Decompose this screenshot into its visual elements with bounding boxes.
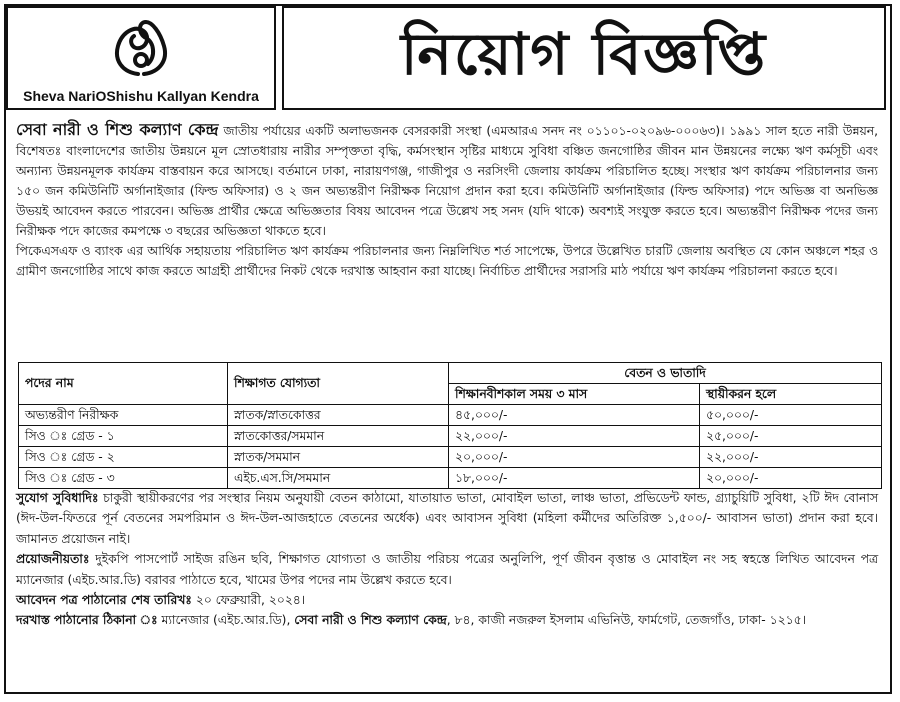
probation-salary-cell: ১৮,০০০/- <box>449 468 700 489</box>
org-name-english: Sheva NariOShishu Kallyan Kendra <box>23 88 259 104</box>
qualification-cell: এইচ.এস.সি/সমমান <box>228 468 449 489</box>
probation-salary-cell: ২০,০০০/- <box>449 447 700 468</box>
org-name-bangla: সেবা নারী ও শিশু কল্যাণ কেন্দ্র <box>16 120 219 139</box>
address-text: ম্যানেজার (এইচ.আর.ডি), <box>157 613 295 628</box>
intro-paragraph-1 <box>16 120 878 241</box>
address-rest: , ৮৪, কাজী নজরুল ইসলাম এভিনিউ, ফার্মগেট, তেজগাঁও, ঢাকা- ১২১৫। <box>446 613 806 628</box>
org-logo-box <box>6 6 276 110</box>
table-row <box>19 447 882 468</box>
deadline-label: আবেদন পত্র পাঠানোর শেষ তারিখঃ <box>16 593 192 608</box>
post-cell: অভ্যন্তরীণ নিরীক্ষক <box>19 405 228 426</box>
intro-text-1: জাতীয় পর্যায়ের একটি অলাভজনক বেসরকারী সংস্থা (এমআরএ সনদ নং ০১১০১-০২০৯৬-০০০৬৩)। ১৯৯১ সাল হতে নারী উন্নয়ন, বিশেষতঃ বাংলাদেশের জাতীয় উন্নয়নে মূল স্রোতধারায় নারীর সম্পৃক্ততা বৃদ্ধি, কর্মসংস্থান সৃষ্টির মাধ্যমে সুবিধা বঞ্চিত জনগোষ্ঠির জীবন মান উন্নয়নের লক্ষ্যে ঋণ কর্মসূচী এবং অন্যান্য উন্নয়নমূলক কার্যক্রম বাস্তবায়ন করে আসছে। বর্তমানে ঢাকা, নারায়ণগঞ্জ, গাজীপুর ও নরসিংদী জেলায় কার্যক্রম পরিচালিত হচ্ছে। সংস্থার ঋণ কার্যক্রম পরিচালনার জন্য ১৫০ জন কমিউনিটি অর্গানাইজার (ফিল্ড অফিসার) ও ২ জন অভ্যন্তরীণ নিরীক্ষক নিয়োগ প্রদান করা হবে। কমিউনিটি অর্গানাইজার (ফিল্ড অফিসার) পদে অভিজ্ঞ বা অনভিজ্ঞ উভয়ই আবেদন করতে পারবেন। অভিজ্ঞ প্রার্থীর ক্ষেত্রে অভিজ্ঞতার বিষয় আবেদন পত্রে উল্লেখ সহ সনদ (যদি থাকে) অবশ্যই সংযুক্ত করতে হবে। অভ্যন্তরীণ নিরীক্ষক পদের জন্য নিরীক্ষক পদে কাজের কমপক্ষে ৩ বছরের অভিজ্ঞতা থাকতে হবে। <box>16 124 878 238</box>
details-section <box>16 488 878 631</box>
qualification-cell: স্নাতকোত্তর/সমমান <box>228 426 449 447</box>
permanent-salary-cell: ২০,০০০/- <box>700 468 882 489</box>
col-post-header: পদের নাম <box>19 363 228 405</box>
post-cell: সিও ঃ গ্রেড - ১ <box>19 426 228 447</box>
probation-salary-cell: ২২,০০০/- <box>449 426 700 447</box>
intro-section <box>16 120 878 281</box>
requirements-label: প্রয়োজনীয়তাঃ <box>16 552 90 567</box>
post-cell: সিও ঃ গ্রেড - ২ <box>19 447 228 468</box>
organization-logo-icon <box>108 16 174 80</box>
permanent-salary-cell: ৫০,০০০/- <box>700 405 882 426</box>
requirements-paragraph <box>16 549 878 590</box>
qualification-cell: স্নাতক/সমমান <box>228 447 449 468</box>
permanent-salary-cell: ২৫,০০০/- <box>700 426 882 447</box>
benefits-label: সুযোগ সুবিধাদিঃ <box>16 491 99 505</box>
deadline-text: ২০ ফেব্রুয়ারী, ২০২৪। <box>191 593 306 608</box>
table-row <box>19 426 882 447</box>
table-header-row <box>19 363 882 384</box>
permanent-salary-cell: ২২,০০০/- <box>700 447 882 468</box>
qualification-cell: স্নাতক/স্নাতকোত্তর <box>228 405 449 426</box>
probation-salary-cell: ৪৫,০০০/- <box>449 405 700 426</box>
col-salary-header: বেতন ও ভাতাদি <box>449 363 882 384</box>
requirements-text: দুইকপি পাসপোর্ট সাইজ রঙিন ছবি, শিক্ষাগত যোগ্যতা ও জাতীয় পরিচয় পত্রের অনুলিপি, পূর্ণ জীবন বৃত্তান্ত ও মোবাইল নং সহ স্বহস্তে লিখিত আবেদন পত্র ম্যানেজার (এইচ.আর.ডি) বরাবর পাঠাতে হবে, খামের উপর পদের নাম উল্লেখ করতে হবে। <box>16 552 878 587</box>
benefits-paragraph <box>16 488 878 549</box>
deadline-paragraph <box>16 590 878 610</box>
job-table <box>18 362 882 489</box>
col-qualification-header: শিক্ষাগত যোগ্যতা <box>228 363 449 405</box>
page-title: নিয়োগ বিজ্ঞপ্তি <box>282 6 886 110</box>
post-cell: সিও ঃ গ্রেড - ৩ <box>19 468 228 489</box>
table-row <box>19 405 882 426</box>
col-permanent-header: স্থায়ীকরন হলে <box>700 384 882 405</box>
benefits-text: চাকুরী স্থায়ীকরণের পর সংস্থার নিয়ম অনুযায়ী বেতন কাঠামো, যাতায়াত ভাতা, মোবাইল ভাতা, লাঞ্চ ভাতা, প্রভিডেন্ট ফান্ড, গ্র্যাচুয়িটি সুবিধা, ২টি ঈদ বোনাস (ঈদ-উল-ফিতরে পূর্ন বেতনের সমপরিমান ও ঈদ-উল-আজহাতে বেতনের অর্ধেক) এবং আবাসন সুবিধা (মহিলা কর্মীদের অতিরিক্ত ১,৫০০/- আবাসন ভাতা) প্রদান করা হবে। জামানত প্রয়োজন নাই। <box>16 491 878 546</box>
intro-paragraph-2: পিকেএসএফ ও ব্যাংক এর আর্থিক সহায়তায় পরিচালিত ঋণ কার্যক্রম পরিচালনার জন্য নিম্নলিখিত শর্ত সাপেক্ষে, উপরে উল্লেখিত চারটি জেলায় অবস্থিত যে কোন অঞ্চলে শহর ও গ্রামীণ জনগোষ্ঠির সাথে কাজ করতে আগ্রহী প্রার্থীদের নিকট থেকে দরখাস্ত আহবান করা যাচ্ছে। নির্বাচিত প্রার্থীদের সরাসরি মাঠ পর্যায়ে ঋণ কার্যক্রম পরিচালনা করতে হবে। <box>16 244 878 278</box>
address-paragraph <box>16 610 878 630</box>
col-probation-header: শিক্ষানবীশকাল সময় ৩ মাস <box>449 384 700 405</box>
address-label: দরখাস্ত পাঠানোর ঠিকানা ঃ <box>16 613 158 628</box>
address-org-name: সেবা নারী ও শিশু কল্যাণ কেন্দ্র <box>294 613 447 628</box>
table-row <box>19 468 882 489</box>
